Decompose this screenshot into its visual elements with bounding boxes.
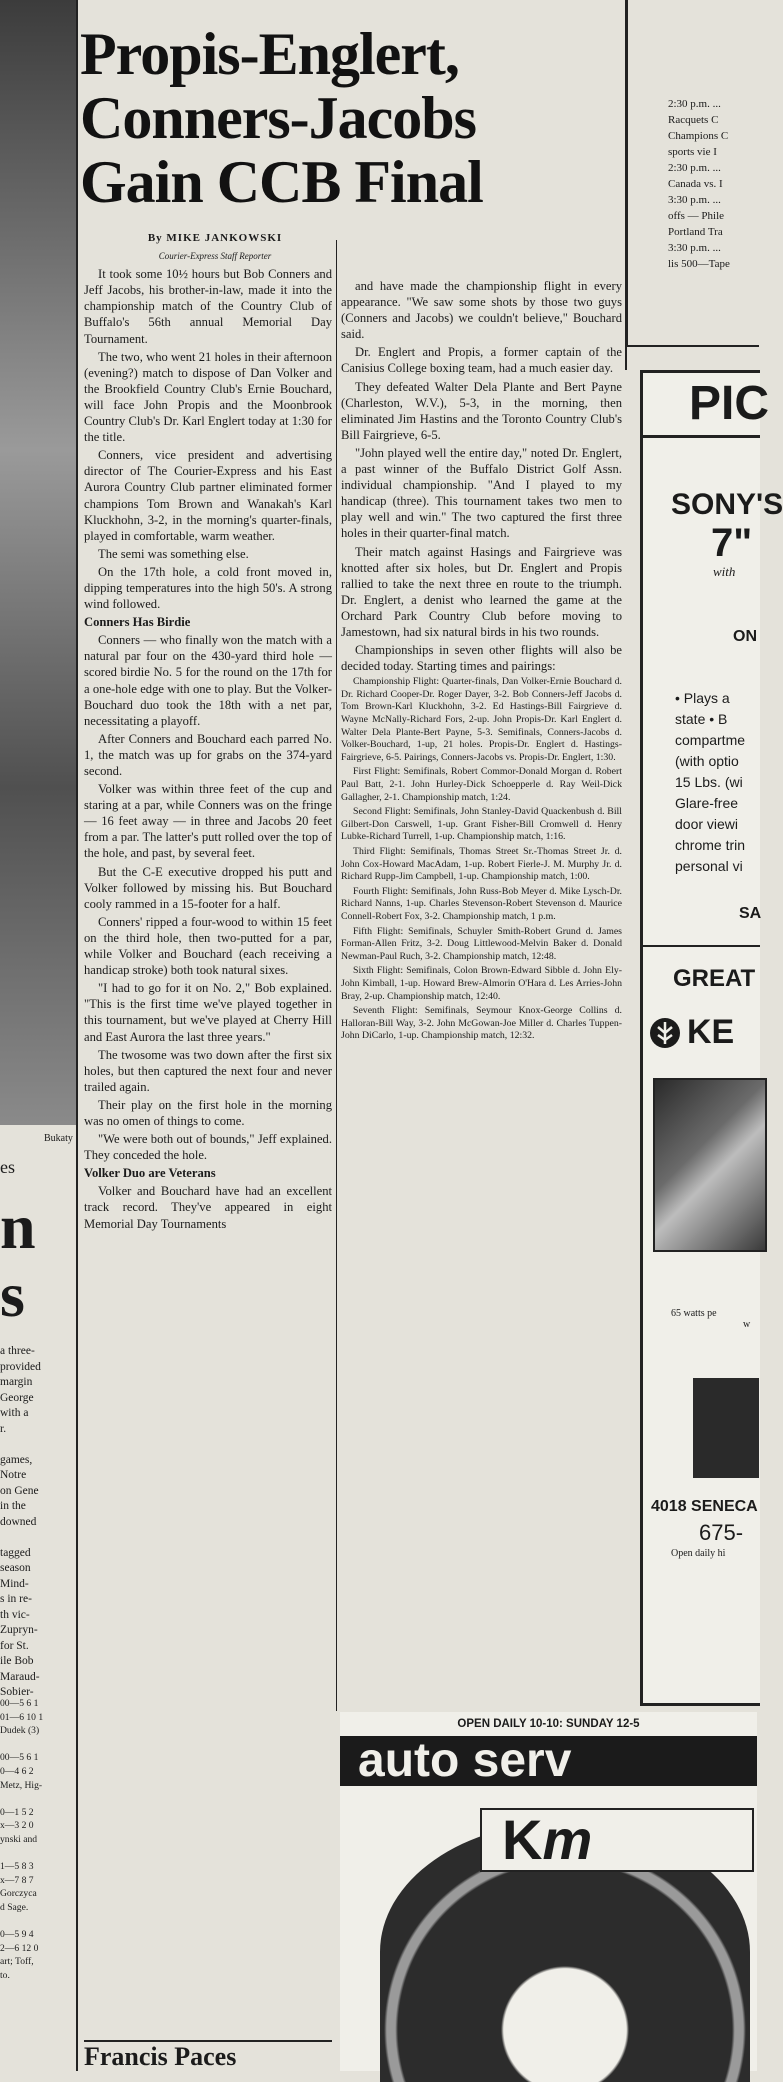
strip-score-line: x—7 8 7 bbox=[0, 1874, 34, 1886]
strip-score-line: Metz, Hig- bbox=[0, 1779, 43, 1791]
paragraph: Their play on the first hole in the morning was no omen of things to come. bbox=[84, 1097, 332, 1128]
paragraph: and have made the championship flight in every appearance. "We saw some shots by those two guys (Conners and Jacobs) we couldn't believe," Bouchard said. bbox=[341, 279, 622, 342]
paragraph: Their match against Hasings and Fairgrieve was knotted after six holes, but Dr. Englert and Propis rallied to take the next three en route to the triumph. Dr. Englert, a denist who learned the game at the Orchard Park Country Club before moving to Jamestown, had six natural birds in his two rounds. bbox=[341, 544, 622, 639]
strip-line: a three- bbox=[0, 1345, 35, 1357]
strip-score-line: 0—1 5 2 bbox=[0, 1806, 34, 1818]
ad-bullet-line: chrome trin bbox=[675, 837, 746, 853]
ad-bullet-line: door viewi bbox=[675, 816, 739, 832]
ad-great: GREAT bbox=[643, 945, 760, 993]
next-article-headline: Francis Paces bbox=[84, 2042, 237, 2071]
stereo-image bbox=[693, 1378, 759, 1478]
tv-schedule-line: lis 500—Tape bbox=[668, 258, 730, 270]
strip-score-line: Gorczyca bbox=[0, 1888, 37, 1900]
tv-schedule-line: 3:30 p.m. ... bbox=[668, 194, 721, 206]
result-paragraph: Championship Flight: Quarter-finals, Dan Volker-Ernie Bouchard d. Dr. Richard Cooper-Dr. Roger Dayer, 3-2. Bob Conners-Jeff Jacobs d. Tom Brown-Karl Kluckhohn, 3-2. Ed Hastings-Bill Fairgrieve d. Wayne McNally-Richard Fors, 2-up. John Propis-Dr. Karl Englert d. Walter Dela Plante-Bert Payne, 5-3. Semifinals, Conners-Jacobs d. Volker-Bouchard, 1-up, 21 holes. Propis-Dr. Englert d. Hastings-Fairgrieve, 6-5. Pairings, Conners-Jacobs vs. Propis-Dr. Englert, 1:30. bbox=[341, 676, 622, 763]
ad-bullet-line: 15 Lbs. (wi bbox=[675, 774, 743, 790]
tv-schedule-line: 2:30 p.m. ... bbox=[668, 98, 721, 110]
strip-headline-fragment: es bbox=[0, 1157, 15, 1177]
ad-bullet-line: Glare-free bbox=[675, 795, 739, 811]
strip-score-line bbox=[0, 1738, 76, 1752]
result-paragraph: Seventh Flight: Semifinals, Seymour Knox-George Collins d. Halloran-Bill Way, 3-2. John McGowan-Joe Miller d. Charles Tuppen-John DiCarlo, 1-up. Championship match, 12:32. bbox=[341, 1005, 622, 1042]
ad-title: auto serv bbox=[340, 1736, 757, 1786]
ad-address: 4018 SENECA bbox=[651, 1498, 758, 1515]
strip-line: Mind- bbox=[0, 1577, 29, 1590]
strip-big-letter: s bbox=[0, 1259, 25, 1330]
paragraph: After Conners and Bouchard each parred No. 1, the match was up for grabs on the 374-yard second. bbox=[84, 731, 332, 778]
leaf-logo-icon bbox=[649, 1017, 681, 1049]
strip-line: ile Bob bbox=[0, 1655, 34, 1667]
subhead: Volker Duo are Veterans bbox=[84, 1166, 216, 1181]
strip-score-line bbox=[0, 1847, 76, 1861]
strip-score-line: Dudek (3) bbox=[0, 1725, 40, 1737]
strip-body-text bbox=[0, 1344, 76, 1701]
paragraph: "John played well the entire day," noted Dr. Englert, a past winner of the Buffalo District Golf Assn. individual championship. "And I played to my handicap (three). This tournament takes two men to play well and win." The two captured the first three holes in their quarter-final match. bbox=[341, 445, 622, 541]
paragraph: Conners' ripped a four-wood to within 15 feet on the third hole, then two-putted for a par, while Volker and Bouchard (each receiving a handicap stroke) both took natural sixes. bbox=[84, 914, 332, 978]
cropped-photo bbox=[0, 0, 76, 1125]
subhead: Conners Has Birdie bbox=[84, 615, 191, 630]
strip-score-line bbox=[0, 1792, 76, 1806]
strip-big-letter: n bbox=[0, 1191, 36, 1262]
strip-line: Maraud- bbox=[0, 1670, 40, 1683]
strip-line bbox=[0, 1437, 76, 1453]
result-paragraph: Fifth Flight: Semifinals, Schuyler Smith-Robert Grund d. James Forman-Allen Fritz, 3-2. Doug Littlewood-Melvin Baker d. Donald Newman-Paul Ruch, 3-2. Championship match, 12:48. bbox=[341, 925, 622, 962]
ad-bullet-line: personal vi bbox=[675, 858, 743, 874]
photo-caption-fragment: Bukaty bbox=[44, 1133, 73, 1144]
paragraph: The semi was something else. bbox=[98, 546, 249, 561]
staff-line: Courier-Express Staff Reporter bbox=[158, 251, 272, 262]
ad-brand: SONY'S bbox=[671, 488, 783, 521]
tv-schedule-box bbox=[626, 0, 759, 347]
strip-line: season bbox=[0, 1562, 31, 1574]
ad-bullet-line: compartme bbox=[675, 732, 746, 748]
paragraph: But the C-E executive dropped his putt and Volker followed by missing his. But Bouchard cooly rammed in a 15-footer for a half. bbox=[84, 864, 332, 911]
column-rule bbox=[336, 240, 337, 1711]
strip-score-line: 0—4 6 2 bbox=[0, 1765, 34, 1777]
strip-score-line: d Sage. bbox=[0, 1901, 29, 1913]
paragraph: The two, who went 21 holes in their afternoon (evening?) match to dispose of Dan Volker and the Brookfield Country Club's Ernie Bouchard, will face John Propis and the Moonbrook Country Club's Dr. Karl Englert today at 1:30 for the title. bbox=[84, 349, 332, 445]
strip-line: th vic- bbox=[0, 1608, 30, 1621]
strip-score-line: art; Toff, bbox=[0, 1956, 34, 1968]
strip-line: on Gene bbox=[0, 1484, 39, 1497]
paragraph: It took some 10½ hours but Bob Conners and Jeff Jacobs, his brother-in-law, made it into the championship match of the Country Club of Buffalo's 56th annual Memorial Day Tournament. bbox=[84, 267, 332, 346]
paragraph: They defeated Walter Dela Plante and Bert Payne (Charleston, W.V.), 5-3, in the morning, then eliminated Jim Hastins and the Toronto Country Club's Bill Fairgrieve, 6-5. bbox=[341, 379, 622, 442]
strip-score-line: to. bbox=[0, 1969, 10, 1981]
strip-line: for St. bbox=[0, 1639, 29, 1652]
strip-line: margin bbox=[0, 1376, 33, 1388]
tv-schedule-line: sports vie I bbox=[668, 146, 717, 158]
strip-line: in the bbox=[0, 1500, 26, 1512]
ad-phone: 675- bbox=[699, 1520, 744, 1545]
strip-line: Notre bbox=[0, 1469, 27, 1481]
tv-schedule-line: Portland Tra bbox=[668, 226, 723, 238]
paragraph: "I had to go for it on No. 2," Bob explained. "This is the first time we've played together in this tournament, but we've played at Cherry Hill and East Aurora the last three years." bbox=[84, 981, 332, 1044]
strip-score-line: 1—5 8 3 bbox=[0, 1861, 34, 1873]
strip-score-line: 01—6 10 1 bbox=[0, 1711, 44, 1723]
strip-score-line: ynski and bbox=[0, 1833, 38, 1845]
strip-line: with a bbox=[0, 1407, 29, 1419]
column-rule bbox=[76, 0, 78, 2071]
result-paragraph: First Flight: Semifinals, Robert Commor-Donald Morgan d. Robert Paul Batt, 2-1. John Hurley-Dick Schoepperle d. Ray Weil-Dick Gallagher, 2-1. Championship match, 1:24. bbox=[341, 766, 622, 803]
ad-pic-header: PIC bbox=[643, 373, 760, 438]
paragraph: Dr. Englert and Propis, a former captain of the Canisius College boxing team, had a much easier day. bbox=[341, 345, 622, 376]
strip-line: George bbox=[0, 1391, 34, 1404]
result-paragraph: Second Flight: Semifinals, John Stanley-David Quackenbush d. Bill Gilbert-Don Carswell, 1-up. Grant Fisher-Bill Cromwell d. Henry Lubke-Richard Turrell, 1-up. Championship match, 1:16. bbox=[341, 806, 622, 843]
ad-w: w bbox=[743, 1319, 751, 1330]
article-headline: Propis-Englert, Conners-Jacobs Gain CCB Final bbox=[80, 21, 483, 215]
paragraph: Volker and Bouchard have had an excellent track record. They've appeared in eight Memorial Day Tournaments bbox=[84, 1184, 332, 1231]
ad-on: ON bbox=[733, 628, 757, 645]
next-article bbox=[84, 2040, 332, 2072]
article-column-2 bbox=[341, 278, 622, 1045]
tv-schedule-line: Racquets C bbox=[668, 114, 719, 126]
strip-line: tagged bbox=[0, 1546, 31, 1559]
ad-ke-logo: KE bbox=[649, 1013, 760, 1052]
strip-line: downed bbox=[0, 1515, 37, 1528]
ad-size: 7" bbox=[711, 521, 753, 565]
byline: By MIKE JANKOWSKI bbox=[147, 232, 283, 244]
strip-score-line bbox=[0, 1915, 76, 1929]
result-paragraph: Fourth Flight: Semifinals, John Russ-Bob Meyer d. Mike Lysch-Dr. Richard Nanns, 1-up. Charles Stevenson-Robert Stevenson d. Maurice Connell-Robert Fox, 3-2. Championship match, 1 p.m. bbox=[341, 885, 622, 922]
tv-schedule-line: 3:30 p.m. ... bbox=[668, 242, 721, 254]
ad-sale: SA bbox=[739, 905, 762, 922]
ad-bullet-line: • Plays a bbox=[675, 690, 730, 706]
strip-score-line: 00—5 6 1 bbox=[0, 1698, 39, 1709]
strip-line bbox=[0, 1530, 76, 1546]
strip-line: s in re- bbox=[0, 1593, 32, 1605]
tv-schedule-line: offs — Phile bbox=[668, 210, 725, 222]
paragraph: Conners — who finally won the match with a natural par four on the 430-yard third hole — scored birdie No. 5 for the round on the 17th for a one-hole edge with one to play. But the Volker-Bouchard duo took the 18th with a net par, necessitating a playoff. bbox=[84, 633, 332, 728]
strip-line: r. bbox=[0, 1422, 7, 1435]
sony-tv-ad bbox=[640, 370, 783, 1706]
strip-line: Zupryn- bbox=[0, 1624, 38, 1636]
strip-score-line: 00—5 6 1 bbox=[0, 1752, 39, 1764]
tv-schedule-line: Canada vs. I bbox=[668, 178, 723, 190]
ad-watts: 65 watts pe bbox=[671, 1308, 717, 1319]
article-column-1 bbox=[84, 230, 332, 1234]
tv-set-image bbox=[653, 1078, 767, 1252]
paragraph: Volker was within three feet of the cup and staring at a par, while Conners was on the fringe — 16 feet away — in three and Jacobs 20 feet from a par. The latter's putt rolled over the top of the hole, and past, by several feet. bbox=[84, 782, 332, 861]
paragraph: Conners, vice president and advertising director of The Courier-Express and his East Aurora Country Club partner eliminated former champions Tom Brown and Wanakah's Karl Kluckhohn, 3-2, in the morning's quarter-finals, played in comfortable, warm weather. bbox=[84, 448, 332, 543]
strip-line: games, bbox=[0, 1453, 33, 1466]
strip-line: provided bbox=[0, 1360, 41, 1373]
paragraph: The twosome was two down after the first six holes, but then captured the next four and never trailed again. bbox=[84, 1047, 332, 1094]
paragraph: On the 17th hole, a cold front moved in, dipping temperatures into the high 50's. A strong wind followed. bbox=[84, 564, 332, 612]
result-paragraph: Sixth Flight: Semifinals, Colon Brown-Edward Sibble d. John Ely-John Kimball, 1-up. Howard Brew-Almorin O'Hara d. Les Arries-John Bray, 2-up. Championship match, 12:40. bbox=[341, 965, 622, 1002]
result-paragraph: Third Flight: Semifinals, Thomas Street Sr.-Thomas Street Jr. d. John Cox-Howard MacAdam, 1-up. Robert Fierle-J. M. Murphy Jr. d. Richard Rupp-Jim Campbell, 1-up. Championship match, 1:00. bbox=[341, 845, 622, 883]
ad-bullet-line: state • B bbox=[675, 711, 728, 727]
paragraph: Championships in seven other flights will also be decided today. Starting times and pairings: bbox=[341, 643, 622, 674]
kmart-auto-service-ad bbox=[340, 1712, 757, 2071]
ad-hours: Open daily hi bbox=[671, 1548, 726, 1559]
strip-box-scores bbox=[0, 1697, 76, 1982]
tv-schedule-line: Champions C bbox=[668, 130, 729, 142]
ad-with: with bbox=[713, 564, 736, 579]
tv-schedule-lines bbox=[628, 0, 759, 272]
kmart-logo: K m bbox=[480, 1808, 754, 1872]
strip-score-line: x—3 2 0 bbox=[0, 1820, 34, 1832]
strip-score-line: 2—6 12 0 bbox=[0, 1942, 39, 1954]
strip-line: Sobier- bbox=[0, 1686, 34, 1698]
adjacent-article-strip bbox=[0, 0, 76, 2071]
ad-bullet-line: (with optio bbox=[675, 753, 739, 769]
strip-score-line: 0—5 9 4 bbox=[0, 1929, 34, 1941]
ad-store-hours: OPEN DAILY 10-10: SUNDAY 12-5 bbox=[457, 1718, 640, 1730]
results-list bbox=[341, 676, 622, 1043]
ad-bullets bbox=[675, 688, 760, 877]
tv-schedule-line: 2:30 p.m. ... bbox=[668, 162, 721, 174]
paragraph: "We were both out of bounds," Jeff explained. They conceded the hole. bbox=[84, 1132, 332, 1163]
